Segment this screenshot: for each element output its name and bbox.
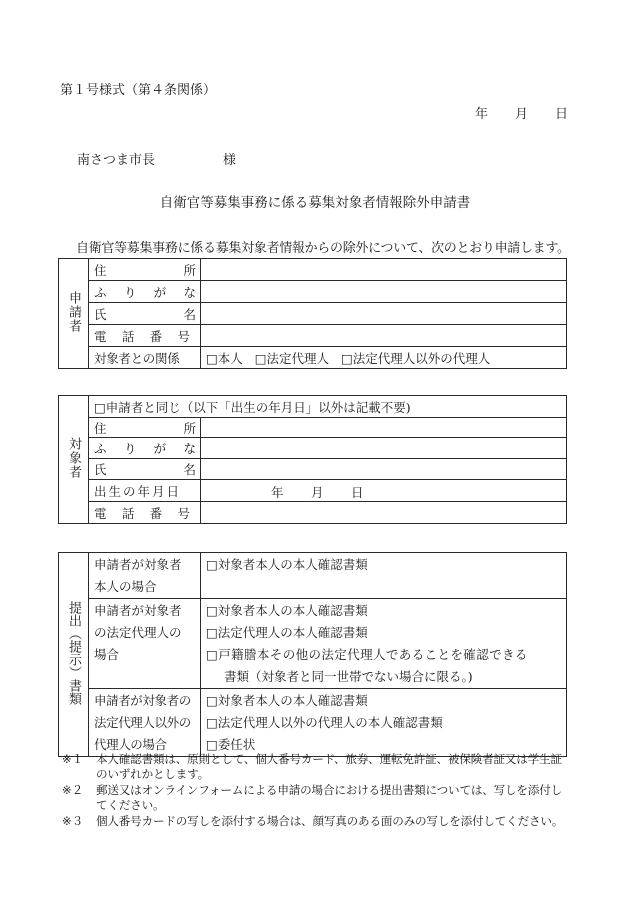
case-self: 申請者が対象者 本人の場合 [89,553,201,599]
note-item: ※３ 個人番号カードの写しを添付する場合は、顔写真のある面のみの写しを添付してください。 [62,814,564,828]
notes [62,752,572,830]
applicant-side-label: 申請者 [59,259,89,369]
relation-self-checkbox[interactable]: □本人 [206,350,243,366]
applicant-phone-field[interactable] [201,325,567,347]
document-title: 自衛官等募集事務に係る募集対象者情報除外申請書 [159,195,471,211]
doc-checkbox[interactable]: □委任状 [206,737,256,752]
subject-furigana-label: ふ り が な [89,438,201,459]
same-as-applicant-checkbox[interactable]: □申請者と同じ（以下「出生の年月日」以外は記載不要) [89,396,567,418]
applicant-table [58,258,567,369]
doc-checkbox[interactable]: □戸籍謄本その他の法定代理人であることを確認できる [206,647,528,662]
applicant-furigana-field[interactable] [201,281,567,303]
case-self-documents [201,553,567,599]
relation-other-rep-checkbox[interactable]: □法定代理人以外の代理人 [340,350,491,366]
case-other-rep-documents [201,689,567,757]
date-month-label: 月 [515,107,529,122]
doc-checkbox[interactable]: □法定代理人以外の代理人の本人確認書類 [206,715,443,730]
doc-checkbox[interactable]: □法定代理人の本人確認書類 [206,625,368,640]
subject-name-label: 氏 名 [89,459,201,480]
doc-checkbox-continued: 書類（対象者と同一世帯でない場合に限る。) [224,669,473,684]
applicant-relation-label: 対象者との関係 [89,347,201,369]
applicant-address-label: 住 所 [89,259,201,281]
subject-side-label: 対象者 [59,396,89,524]
relation-legal-rep-checkbox[interactable]: □法定代理人 [254,350,330,366]
case-other-rep: 申請者が対象者の 法定代理人以外の 代理人の場合 [89,689,201,757]
subject-address-label: 住 所 [89,418,201,438]
documents-side-label: 提出（提示）書類 [59,553,89,757]
subject-phone-label: 電 話 番 号 [89,502,201,524]
subject-name-field[interactable] [201,459,567,480]
note-item: ※２ 郵送又はオンラインフォームによる申請の場合における提出書類については、写しを添付してください。 [62,783,562,812]
doc-checkbox[interactable]: □対象者本人の本人確認書類 [206,557,368,572]
subject-birthdate-field[interactable] [201,480,567,502]
subject-phone-field[interactable] [201,502,567,524]
date-year-label: 年 [475,107,489,122]
case-legal-rep: 申請者が対象者 の法定代理人の 場合 [89,599,201,689]
birth-month-label: 月 [311,485,324,500]
applicant-relation-options [201,347,567,369]
intro-text: 自衛官等募集事務に係る募集対象者情報からの除外について、次のとおり申請します。 [76,241,570,256]
subject-birthdate-label: 出生の年月日 [89,480,201,502]
applicant-name-field[interactable] [201,303,567,325]
birth-day-label: 日 [351,485,364,500]
note-item: ※１ 本人確認書類は、原則として、個人番号カード、旅券、運転免許証、被保険者証又は学生証のいずれかとします。 [62,752,562,781]
form-number: 第１号様式（第４条関係） [60,83,217,98]
case-legal-rep-documents [201,599,567,689]
subject-furigana-field[interactable] [201,438,567,459]
doc-checkbox[interactable]: □対象者本人の本人確認書類 [206,603,368,618]
applicant-address-field[interactable] [201,259,567,281]
honorific: 様 [223,153,237,168]
date-day-label: 日 [555,107,569,122]
applicant-name-label: 氏 名 [89,303,201,325]
applicant-phone-label: 電 話 番 号 [89,325,201,347]
subject-table [58,395,567,524]
birth-year-label: 年 [271,485,284,500]
documents-table [58,552,567,757]
applicant-furigana-label: ふ り が な [89,281,201,303]
subject-address-field[interactable] [201,418,567,438]
doc-checkbox[interactable]: □対象者本人の本人確認書類 [206,693,368,708]
addressee: 南さつま市長 [77,153,156,168]
